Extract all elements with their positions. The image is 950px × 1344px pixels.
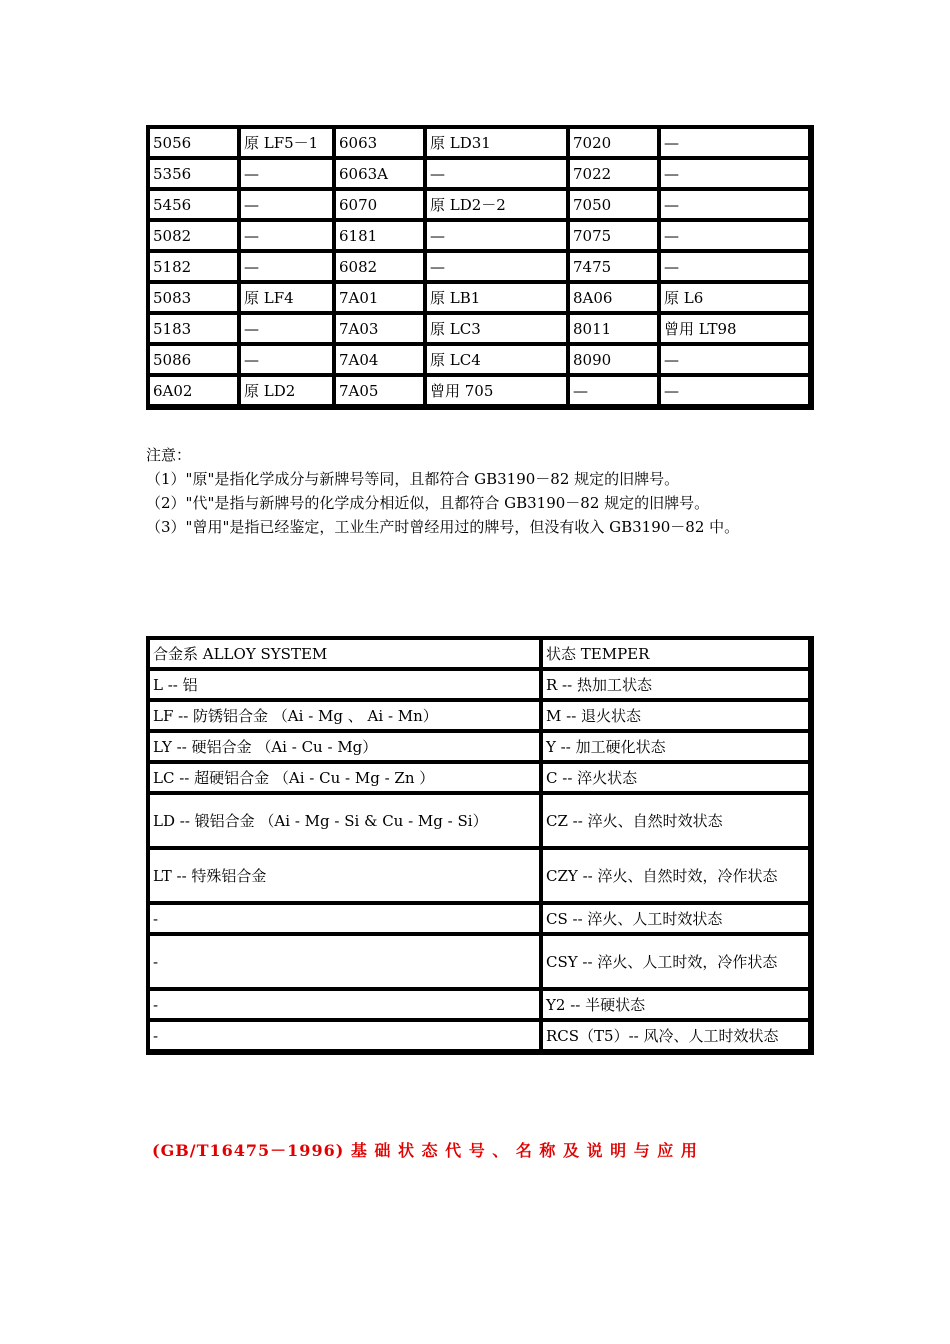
table-cell: — xyxy=(660,345,811,376)
table-cell: 7020 xyxy=(569,128,660,159)
table-cell: — xyxy=(240,190,335,221)
table-cell: 曾用 705 xyxy=(426,376,569,407)
table-cell: 6063 xyxy=(335,128,426,159)
table-cell: 5183 xyxy=(149,314,240,345)
table-cell: — xyxy=(426,159,569,190)
table-row xyxy=(149,849,811,904)
temper-cell: M -- 退火状态 xyxy=(542,701,811,732)
table-cell: 7022 xyxy=(569,159,660,190)
table-cell: 7050 xyxy=(569,190,660,221)
table-cell: — xyxy=(660,190,811,221)
table-cell: 6063A xyxy=(335,159,426,190)
table-cell: 5082 xyxy=(149,221,240,252)
table-cell: 原 LB1 xyxy=(426,283,569,314)
table-row xyxy=(149,221,811,252)
table-cell: — xyxy=(660,221,811,252)
table-cell: — xyxy=(660,128,811,159)
alloy-system-cell: LF -- 防锈铝合金 （Ai - Mg 、 Ai - Mn） xyxy=(149,701,542,732)
table-cell: 原 LD2－2 xyxy=(426,190,569,221)
table-row xyxy=(149,904,811,935)
table-row xyxy=(149,732,811,763)
table-cell: 7A05 xyxy=(335,376,426,407)
table-cell: 8A06 xyxy=(569,283,660,314)
temper-cell: RCS（T5）-- 风冷、人工时效状态 xyxy=(542,1021,811,1052)
note-item: （2）"代"是指与新牌号的化学成分相近似，且都符合 GB3190－82 规定的旧牌号。 xyxy=(146,494,710,512)
header-alloy-system: 合金系 ALLOY SYSTEM xyxy=(149,639,542,670)
alloy-system-cell: - xyxy=(149,935,542,990)
temper-cell: C -- 淬火状态 xyxy=(542,763,811,794)
table-row xyxy=(149,128,811,159)
temper-cell: CZY -- 淬火、自然时效，冷作状态 xyxy=(542,849,811,904)
table-cell: 5086 xyxy=(149,345,240,376)
table-cell: 7A01 xyxy=(335,283,426,314)
table-cell: 7075 xyxy=(569,221,660,252)
table-cell: 6A02 xyxy=(149,376,240,407)
table-row xyxy=(149,701,811,732)
temper-cell: Y -- 加工硬化状态 xyxy=(542,732,811,763)
table-cell: — xyxy=(660,159,811,190)
table-cell: 8011 xyxy=(569,314,660,345)
table-row xyxy=(149,670,811,701)
table-cell: 6070 xyxy=(335,190,426,221)
table-cell: 6181 xyxy=(335,221,426,252)
table-cell: 5356 xyxy=(149,159,240,190)
alloy-system-cell: LY -- 硬铝合金 （Ai - Cu - Mg） xyxy=(149,732,542,763)
table-cell: — xyxy=(426,221,569,252)
temper-table xyxy=(146,636,814,1055)
alloy-system-cell: LT -- 特殊铝合金 xyxy=(149,849,542,904)
temper-cell: CZ -- 淬火、自然时效状态 xyxy=(542,794,811,849)
table-row xyxy=(149,1021,811,1052)
table-row xyxy=(149,190,811,221)
table-cell: — xyxy=(426,252,569,283)
temper-cell: CS -- 淬火、人工时效状态 xyxy=(542,904,811,935)
table-cell: 5182 xyxy=(149,252,240,283)
temper-cell: CSY -- 淬火、人工时效，冷作状态 xyxy=(542,935,811,990)
table-cell: 7A03 xyxy=(335,314,426,345)
note-item: （3）"曾用"是指已经鉴定，工业生产时曾经用过的牌号，但没有收入 GB3190－82 中。 xyxy=(146,518,740,536)
table-cell: — xyxy=(240,314,335,345)
table-cell: 原 LF5－1 xyxy=(240,128,335,159)
note-item: （1）"原"是指化学成分与新牌号等同，且都符合 GB3190－82 规定的旧牌号。 xyxy=(146,470,680,488)
alloy-system-cell: LD -- 锻铝合金 （Ai - Mg - Si & Cu - Mg - Si） xyxy=(149,794,542,849)
table-row xyxy=(149,935,811,990)
temper-cell: Y2 -- 半硬状态 xyxy=(542,990,811,1021)
table-cell: 5456 xyxy=(149,190,240,221)
table-cell: 5083 xyxy=(149,283,240,314)
table-cell: — xyxy=(660,252,811,283)
section-title: (GB/T16475－1996) 基 础 状 态 代 号 、 名 称 及 说 明 与 应 用 xyxy=(152,1141,698,1160)
table-row xyxy=(149,159,811,190)
header-temper: 状态 TEMPER xyxy=(542,639,811,670)
table-cell: — xyxy=(569,376,660,407)
table-row xyxy=(149,794,811,849)
table-row xyxy=(149,283,811,314)
temper-cell: R -- 热加工状态 xyxy=(542,670,811,701)
table-row xyxy=(149,376,811,407)
table-cell: 曾用 LT98 xyxy=(660,314,811,345)
table-cell: 原 L6 xyxy=(660,283,811,314)
alloy-system-cell: - xyxy=(149,1021,542,1052)
table-cell: 8090 xyxy=(569,345,660,376)
table-cell: 5056 xyxy=(149,128,240,159)
table-cell: — xyxy=(240,252,335,283)
notes xyxy=(146,443,739,539)
table-cell: — xyxy=(240,221,335,252)
alloy-system-cell: L -- 铝 xyxy=(149,670,542,701)
table-row xyxy=(149,252,811,283)
table-cell: — xyxy=(240,159,335,190)
table-cell: 7475 xyxy=(569,252,660,283)
table-row xyxy=(149,345,811,376)
table-row xyxy=(149,763,811,794)
table-cell: — xyxy=(660,376,811,407)
alloy-system-cell: - xyxy=(149,904,542,935)
table-cell: 原 LC3 xyxy=(426,314,569,345)
table-cell: 原 LC4 xyxy=(426,345,569,376)
table-row xyxy=(149,990,811,1021)
table-cell: 6082 xyxy=(335,252,426,283)
table-cell: 原 LD31 xyxy=(426,128,569,159)
grade-table xyxy=(146,125,814,410)
notes-heading: 注意： xyxy=(146,446,192,464)
table-cell: — xyxy=(240,345,335,376)
table-cell: 原 LD2 xyxy=(240,376,335,407)
table-header-row xyxy=(149,639,811,670)
alloy-system-cell: - xyxy=(149,990,542,1021)
table-row xyxy=(149,314,811,345)
table-cell: 原 LF4 xyxy=(240,283,335,314)
table-cell: 7A04 xyxy=(335,345,426,376)
alloy-system-cell: LC -- 超硬铝合金 （Ai - Cu - Mg - Zn ） xyxy=(149,763,542,794)
